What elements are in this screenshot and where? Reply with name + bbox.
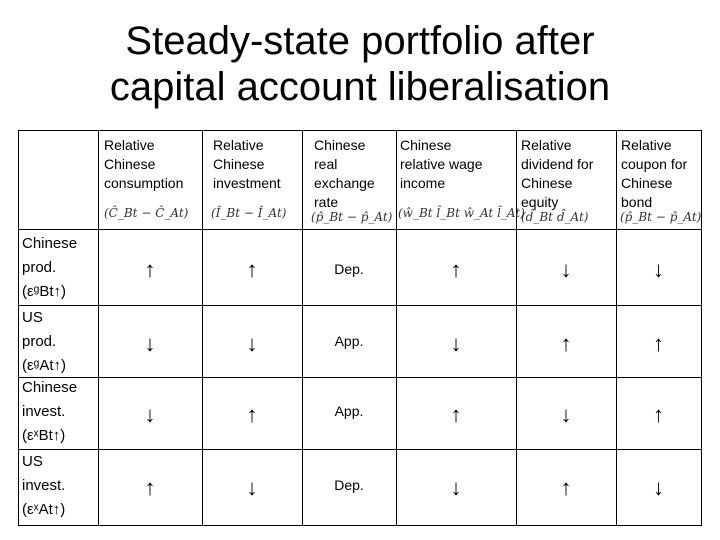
table-cell: ↑ bbox=[560, 475, 572, 500]
formula-relative-consumption: (Ĉ_Bt − Ĉ_At) bbox=[104, 206, 189, 220]
table-cell: ↓ bbox=[560, 402, 572, 427]
row-label-chinese-productivity: Chinese prod. (εᵍBt↑) bbox=[22, 235, 78, 300]
column-header-relative-dividend: Relative dividend for Chinese equity bbox=[521, 137, 594, 210]
column-header-real-exchange-rate: Chinese real exchange rate bbox=[314, 137, 375, 210]
table-cell: ↓ bbox=[144, 331, 156, 356]
table-rule-bottom bbox=[18, 525, 702, 526]
table-rule-col-3 bbox=[302, 130, 303, 526]
table-cell: ↑ bbox=[653, 331, 664, 356]
table-rule-top bbox=[18, 130, 702, 131]
column-header-relative-wage-income: Chinese relative wage income bbox=[400, 137, 483, 191]
table-cell: ↑ bbox=[144, 475, 156, 500]
table-cell: Dep. bbox=[334, 477, 364, 493]
row-label-us-productivity: US prod. (εᵍAt↑) bbox=[22, 309, 67, 374]
row-label-us-investment: US invest. (εˣAt↑) bbox=[22, 453, 66, 518]
formula-relative-investment: (Î_Bt − Î_At) bbox=[211, 206, 287, 220]
formula-real-exchange-rate: (p̂_Bt − p̂_At) bbox=[311, 210, 393, 224]
table-cell: ↑ bbox=[450, 257, 462, 282]
table-rule-col-6 bbox=[616, 130, 617, 526]
results-table bbox=[18, 130, 702, 526]
table-cell: ↑ bbox=[246, 402, 258, 427]
table-rule-header bbox=[18, 229, 702, 230]
table-cell: ↓ bbox=[246, 475, 258, 500]
column-header-relative-investment: Relative Chinese investment bbox=[213, 137, 281, 191]
table-cell: ↑ bbox=[144, 257, 156, 282]
table-cell: ↑ bbox=[653, 402, 664, 427]
table-rule-col-5 bbox=[516, 130, 517, 526]
column-header-relative-coupon: Relative coupon for Chinese bond bbox=[621, 137, 688, 210]
formula-relative-dividend: (d̂_Bt d̂_At) bbox=[521, 210, 589, 224]
table-cell: ↓ bbox=[653, 257, 664, 282]
table-cell: ↑ bbox=[246, 257, 258, 282]
table-rule-row-1 bbox=[18, 305, 702, 306]
table-rule-col-4 bbox=[396, 130, 397, 526]
table-cell: Dep. bbox=[334, 261, 364, 277]
slide-title bbox=[0, 18, 720, 110]
table-cell: App. bbox=[334, 403, 364, 419]
table-rule-row-3 bbox=[18, 449, 702, 450]
table-rule-col-1 bbox=[98, 130, 99, 526]
table-rule-right bbox=[701, 130, 702, 526]
table-cell: ↓ bbox=[246, 331, 258, 356]
table-cell: ↓ bbox=[560, 257, 572, 282]
table-cell: App. bbox=[334, 333, 364, 349]
formula-relative-wage-income: (ŵ_Bt l̂_Bt ŵ_At l̂_At) bbox=[398, 206, 525, 220]
title-line-1: Steady-state portfolio after bbox=[125, 19, 595, 63]
table-rule-row-2 bbox=[18, 377, 702, 378]
formula-relative-coupon: (p̂_Bt − p̂_At) bbox=[620, 210, 702, 224]
table-cell: ↓ bbox=[450, 475, 462, 500]
table-rule-col-2 bbox=[202, 130, 203, 526]
table-cell: ↓ bbox=[144, 402, 156, 427]
table-cell: ↑ bbox=[560, 331, 572, 356]
table-rule-left bbox=[18, 130, 19, 526]
table-cell: ↓ bbox=[450, 331, 462, 356]
title-line-2: capital account liberalisation bbox=[109, 65, 611, 109]
table-cell: ↓ bbox=[653, 475, 664, 500]
table-cell: ↑ bbox=[450, 402, 462, 427]
column-header-relative-consumption: Relative Chinese consumption bbox=[104, 137, 184, 191]
row-label-chinese-investment: Chinese invest. (εˣBt↑) bbox=[22, 379, 78, 444]
